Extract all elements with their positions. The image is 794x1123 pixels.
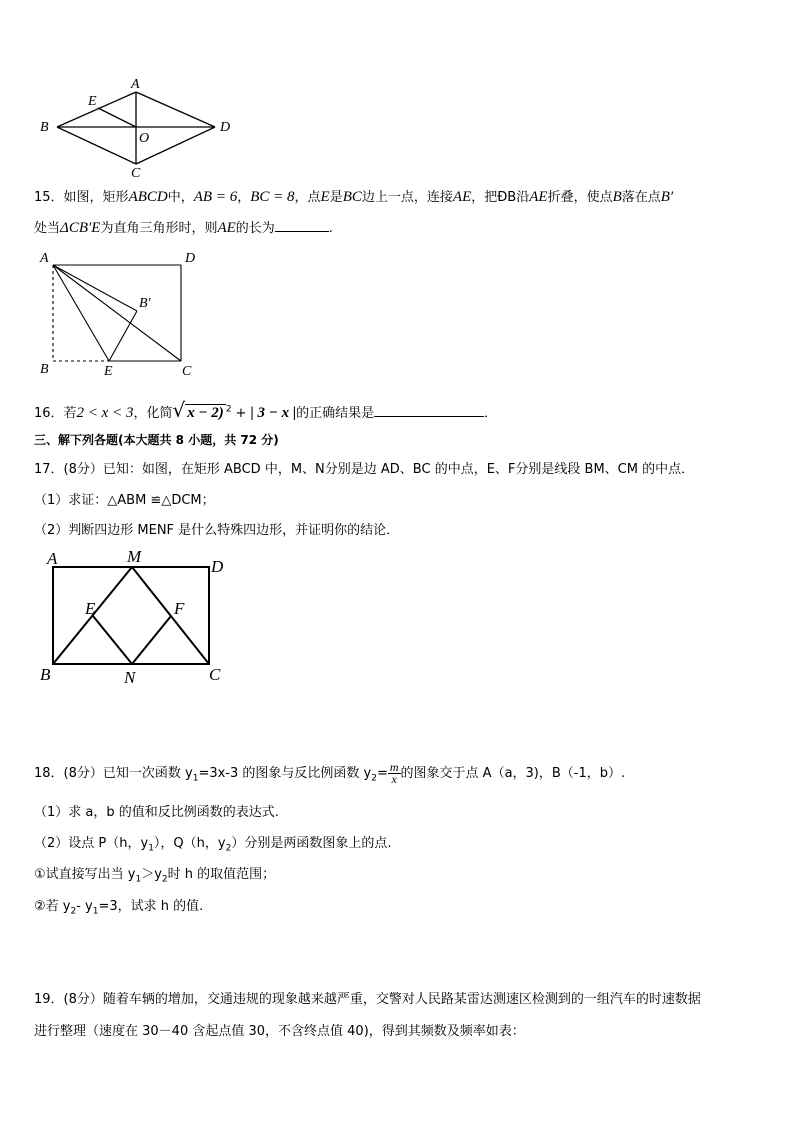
q18-sub-ii: [34, 895, 203, 917]
q15-text: 落在点: [621, 190, 661, 205]
q15-text: 处当: [34, 221, 61, 236]
q15-triangle: ΔCB′E: [60, 220, 101, 236]
q18-text: ），Q（h，y: [153, 836, 226, 851]
label-b: B: [40, 665, 51, 684]
label-m: M: [127, 547, 142, 566]
q18-text: 的图象交于点 A（a，3)，B（-1，b）.: [400, 766, 626, 781]
q15-e: E: [320, 189, 330, 205]
frac-denominator: x: [391, 772, 397, 786]
q18-sub: 2: [161, 874, 168, 885]
q15-text: 的长为: [235, 221, 275, 236]
label-d: D: [220, 120, 231, 135]
q18-sub: 2: [371, 773, 377, 784]
q15-text: 边上一点，连接: [361, 190, 453, 205]
q15-text: ，把ÐB沿: [471, 190, 530, 205]
q15-bprime: B′: [660, 189, 674, 205]
q15-number: 15．: [34, 190, 64, 205]
q18-sub: 1: [148, 843, 154, 854]
q16-text: ，化简: [133, 406, 173, 421]
segment-nf: [132, 616, 171, 664]
q15-text: 如图，矩形: [63, 190, 129, 205]
q17-part2: （2）判断四边形 MENF 是什么特殊四边形，并证明你的结论．: [34, 523, 400, 538]
q17-part1: （1）求证：△ABM ≌△DCM；: [34, 493, 215, 508]
q18-text: =: [376, 766, 388, 781]
fraction-m-over-x: [388, 762, 401, 785]
q15-text: ，: [237, 190, 251, 205]
frac-numerator: m: [389, 760, 399, 774]
label-c: C: [209, 665, 221, 684]
label-f: F: [174, 599, 185, 618]
q16-number: 16．若: [34, 406, 77, 421]
q15-text: 中，: [167, 190, 194, 205]
q15-ab: AB = 6: [193, 189, 238, 205]
q16-text: ．: [484, 406, 498, 421]
q18-text: =3，试求 h 的值.: [98, 899, 204, 914]
q16-exponent: 2: [225, 404, 232, 415]
label-e: E: [85, 599, 96, 618]
q18-text: ②若 y: [34, 899, 71, 914]
label-a: A: [47, 549, 58, 568]
q16-range: 2 < x < 3: [76, 405, 134, 421]
q18-sub: 1: [192, 773, 199, 784]
q18-part1: （1）求 a，b 的值和反比例函数的表达式.: [34, 805, 279, 820]
q15-ae: AE: [217, 220, 236, 236]
q18-sub: 2: [225, 843, 232, 854]
q15-ae: AE: [529, 189, 548, 205]
rectangle-abcd: [53, 567, 209, 664]
q18-text: （2）设点 P（h，y: [34, 836, 149, 851]
label-d: D: [185, 251, 196, 266]
label-c: C: [182, 364, 192, 379]
q18-text: ①试直接写出当 y: [34, 867, 136, 882]
label-b-prime: B′: [139, 296, 151, 311]
q16-plus: +: [235, 406, 247, 421]
label-b: B: [40, 120, 49, 135]
q18-text: ）分别是两函数图象上的点.: [231, 836, 392, 851]
segment-en: [93, 616, 132, 664]
q15-text: 是: [329, 190, 343, 205]
q18-text: ＞y: [141, 867, 162, 882]
label-n: N: [124, 668, 136, 687]
q19-line1: 19．(8分）随着车辆的增加，交通违规的现象越来越严重，交警对人民路某雷达测速区检测到的一组汽车的时速数据: [34, 992, 701, 1007]
label-c: C: [131, 166, 141, 181]
q18-text: =3x-3 的图象与反比例函数 y: [198, 766, 372, 781]
q15-bc-seg: BC: [342, 189, 362, 205]
q16-abs: | 3 − x |: [250, 405, 297, 421]
q18-text: 时 h 的取值范围；: [167, 867, 276, 882]
q15-text: 折叠，使点: [547, 190, 613, 205]
q16-radicand: x − 2): [187, 405, 224, 421]
label-a: A: [40, 251, 49, 266]
q15-text: 为直角三角形时，则: [100, 221, 218, 236]
q18-stem: [34, 762, 625, 785]
q15-text: ，点: [294, 190, 321, 205]
q15-text: .: [328, 221, 333, 236]
q18-sub-i: [34, 863, 275, 885]
label-o: O: [139, 131, 150, 146]
q15-b: B: [612, 189, 622, 205]
q15-abcd: ABCD: [128, 189, 168, 205]
q18-text: 18．(8分）已知一次函数 y: [34, 766, 193, 781]
label-e: E: [88, 94, 97, 109]
q15-bc: BC = 8: [250, 189, 295, 205]
q18-sub: 1: [135, 874, 142, 885]
q18-part2: [34, 832, 391, 854]
label-d: D: [211, 557, 224, 576]
label-a: A: [131, 77, 140, 92]
q16-text: 的正确结果是: [296, 406, 375, 421]
q18-sub: 2: [70, 906, 77, 917]
q15-ae: AE: [452, 189, 472, 205]
q18-text: - y: [76, 899, 93, 914]
q18-sub: 1: [92, 906, 99, 917]
q19-line2: 进行整理（速度在 30－40 含起点值 30，不含终点值 40)，得到其频数及频率如表：: [34, 1024, 525, 1039]
label-e: E: [104, 364, 113, 379]
sqrt-icon: √: [172, 398, 186, 422]
section-title: 三、解下列各题(本大题共 8 小题，共 72 分): [34, 433, 279, 447]
q17-stem: 17．(8分）已知：如图，在矩形 ABCD 中，M、N分别是边 AD、BC 的中点，E、F分别是线段 BM、CM 的中点．: [34, 462, 695, 477]
label-b: B: [40, 362, 49, 377]
